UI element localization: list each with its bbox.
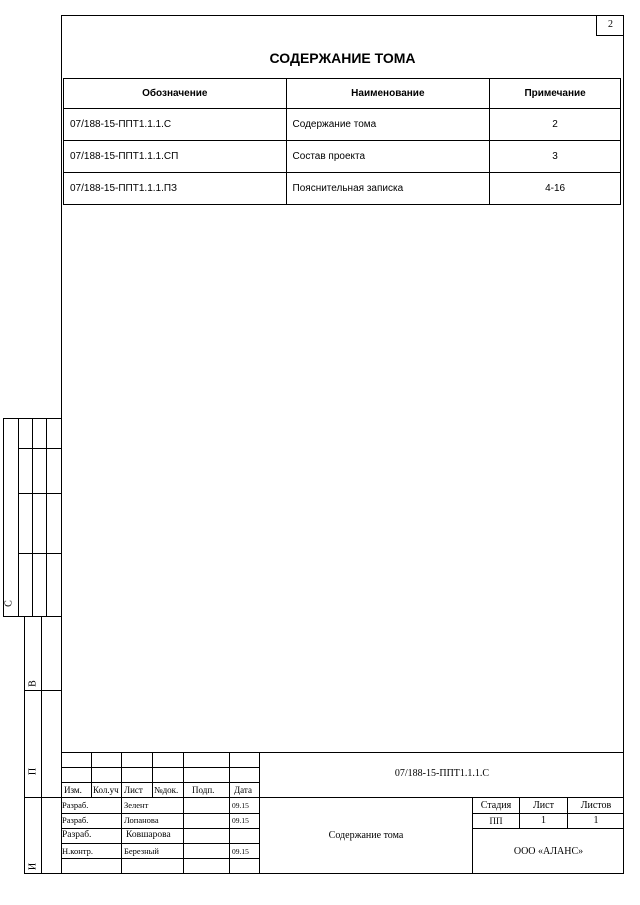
stamp-col-koluch: Кол.уч [93, 785, 119, 795]
stamp-role: Разраб. [62, 815, 89, 825]
stamp-name: Ковшарова [126, 830, 171, 840]
stamp-date: 09.15 [232, 816, 249, 825]
toc-cell-name: Состав проекта [286, 141, 490, 173]
stamp-col-izm: Изм. [64, 785, 82, 795]
toc-cell-note: 3 [490, 141, 621, 173]
table-row [64, 173, 621, 205]
stamp-role: Разраб. [62, 830, 92, 840]
toc-cell-designation: 07/188-15-ППТ1.1.1.С [64, 109, 287, 141]
side-label-v: В [27, 680, 39, 687]
stamp-stage-header: Стадия [480, 800, 512, 811]
page-title: СОДЕРЖАНИЕ ТОМА [269, 50, 416, 66]
toc-header-row [64, 79, 621, 109]
stamp-sheets-header: Листов [580, 800, 612, 811]
toc-header-name: Наименование [286, 79, 490, 109]
stamp-role: Н.контр. [62, 846, 93, 856]
stamp-sheet: 1 [541, 815, 546, 826]
toc-cell-name: Пояснительная записка [286, 173, 490, 205]
toc-cell-designation: 07/188-15-ППТ1.1.1.СП [64, 141, 287, 173]
sheet-number: 2 [596, 15, 624, 36]
toc-header-designation: Обозначение [64, 79, 287, 109]
side-label-p: П [27, 767, 39, 776]
stamp-doc-title: Содержание тома [328, 830, 404, 841]
stamp-role: Разраб. [62, 800, 89, 810]
stamp-col-list: Лист [124, 785, 143, 795]
toc-table [63, 78, 621, 205]
stamp-date: 09.15 [232, 801, 249, 810]
stamp-stage: ПП [489, 816, 503, 826]
stamp-org: ООО «АЛАНС» [513, 846, 584, 857]
side-label-c: С [3, 600, 15, 607]
stamp-sheet-header: Лист [533, 800, 554, 811]
stamp-sheets: 1 [593, 815, 599, 826]
stamp-col-ndok: №док. [154, 785, 179, 795]
stamp-name: Лопанова [124, 815, 159, 825]
stamp-name: Березный [124, 846, 159, 856]
toc-cell-designation: 07/188-15-ППТ1.1.1.ПЗ [64, 173, 287, 205]
toc-cell-note: 4-16 [490, 173, 621, 205]
stamp-col-podp: Подп. [192, 785, 215, 795]
stamp-col-date: Дата [234, 785, 252, 795]
toc-cell-name: Содержание тома [286, 109, 490, 141]
stamp-doc-code: 07/188-15-ППТ1.1.1.С [394, 768, 490, 779]
toc-header-note: Примечание [490, 79, 621, 109]
toc-cell-note: 2 [490, 109, 621, 141]
side-label-i: И [27, 862, 39, 871]
stamp-name: Зелент [124, 800, 149, 810]
table-row [64, 141, 621, 173]
stamp-date: 09.15 [232, 847, 249, 856]
table-row [64, 109, 621, 141]
